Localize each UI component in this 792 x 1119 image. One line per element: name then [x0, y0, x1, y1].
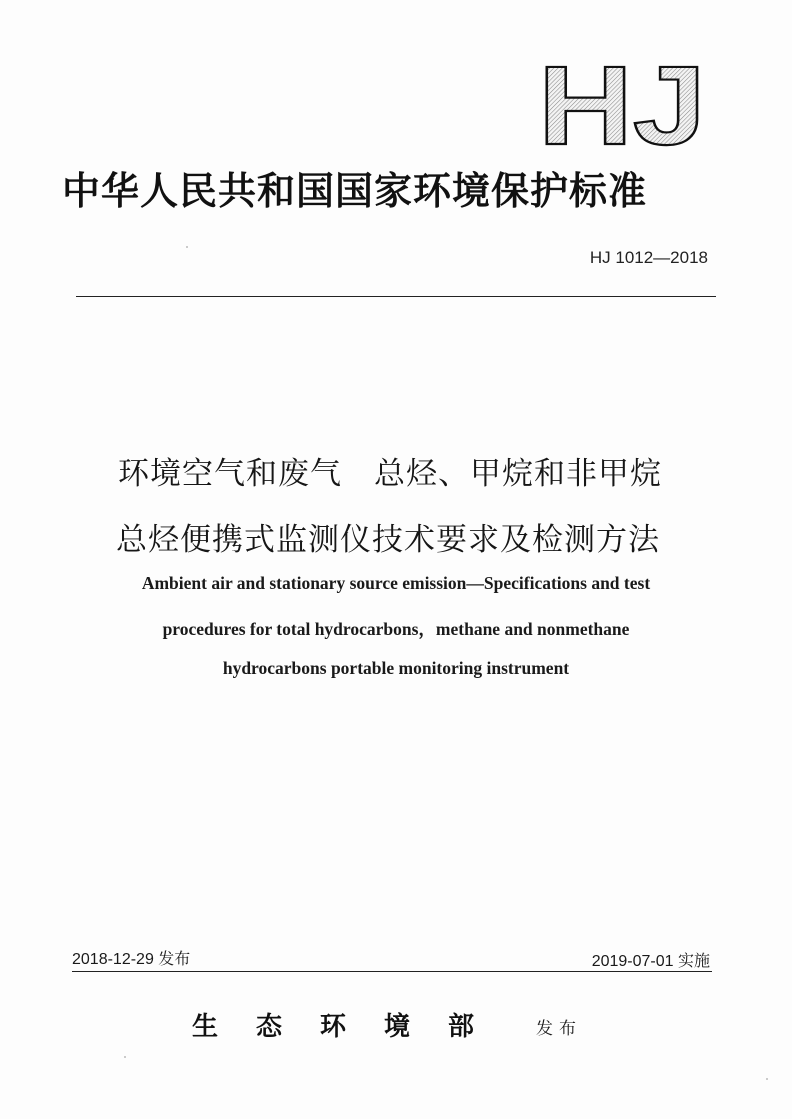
implementation-date: 2019-07-01 实施 — [591, 953, 710, 970]
english-title-line-1: Ambient air and stationary source emission—Specifications and test — [141, 573, 651, 593]
chinese-title-line-2: 总烃便携式监测仪技术要求及检测方法 — [116, 522, 660, 558]
standard-number: HJ 1012—2018 — [589, 248, 708, 267]
publisher-name: 生态环境部 — [192, 1012, 513, 1042]
svg-text:HJ: HJ — [538, 58, 706, 150]
issue-date: 2018-12-29 发布 — [72, 951, 191, 968]
english-title-line-2: procedures for total hydrocarbons，methane and nonmethane — [162, 619, 630, 639]
organization-title: 中华人民共和国国家环境保护标准 — [62, 168, 648, 213]
scan-speck — [186, 246, 188, 248]
english-title-line-3: hydrocarbons portable monitoring instrument — [222, 658, 570, 678]
top-divider — [76, 296, 716, 297]
scan-speck — [766, 1078, 768, 1080]
chinese-title-line-1: 环境空气和废气 总烃、甲烷和非甲烷 — [118, 456, 662, 492]
scan-speck — [124, 1056, 126, 1058]
publisher-action: 发布 — [536, 1019, 582, 1039]
bottom-divider — [72, 971, 712, 972]
hj-logo — [538, 58, 708, 150]
